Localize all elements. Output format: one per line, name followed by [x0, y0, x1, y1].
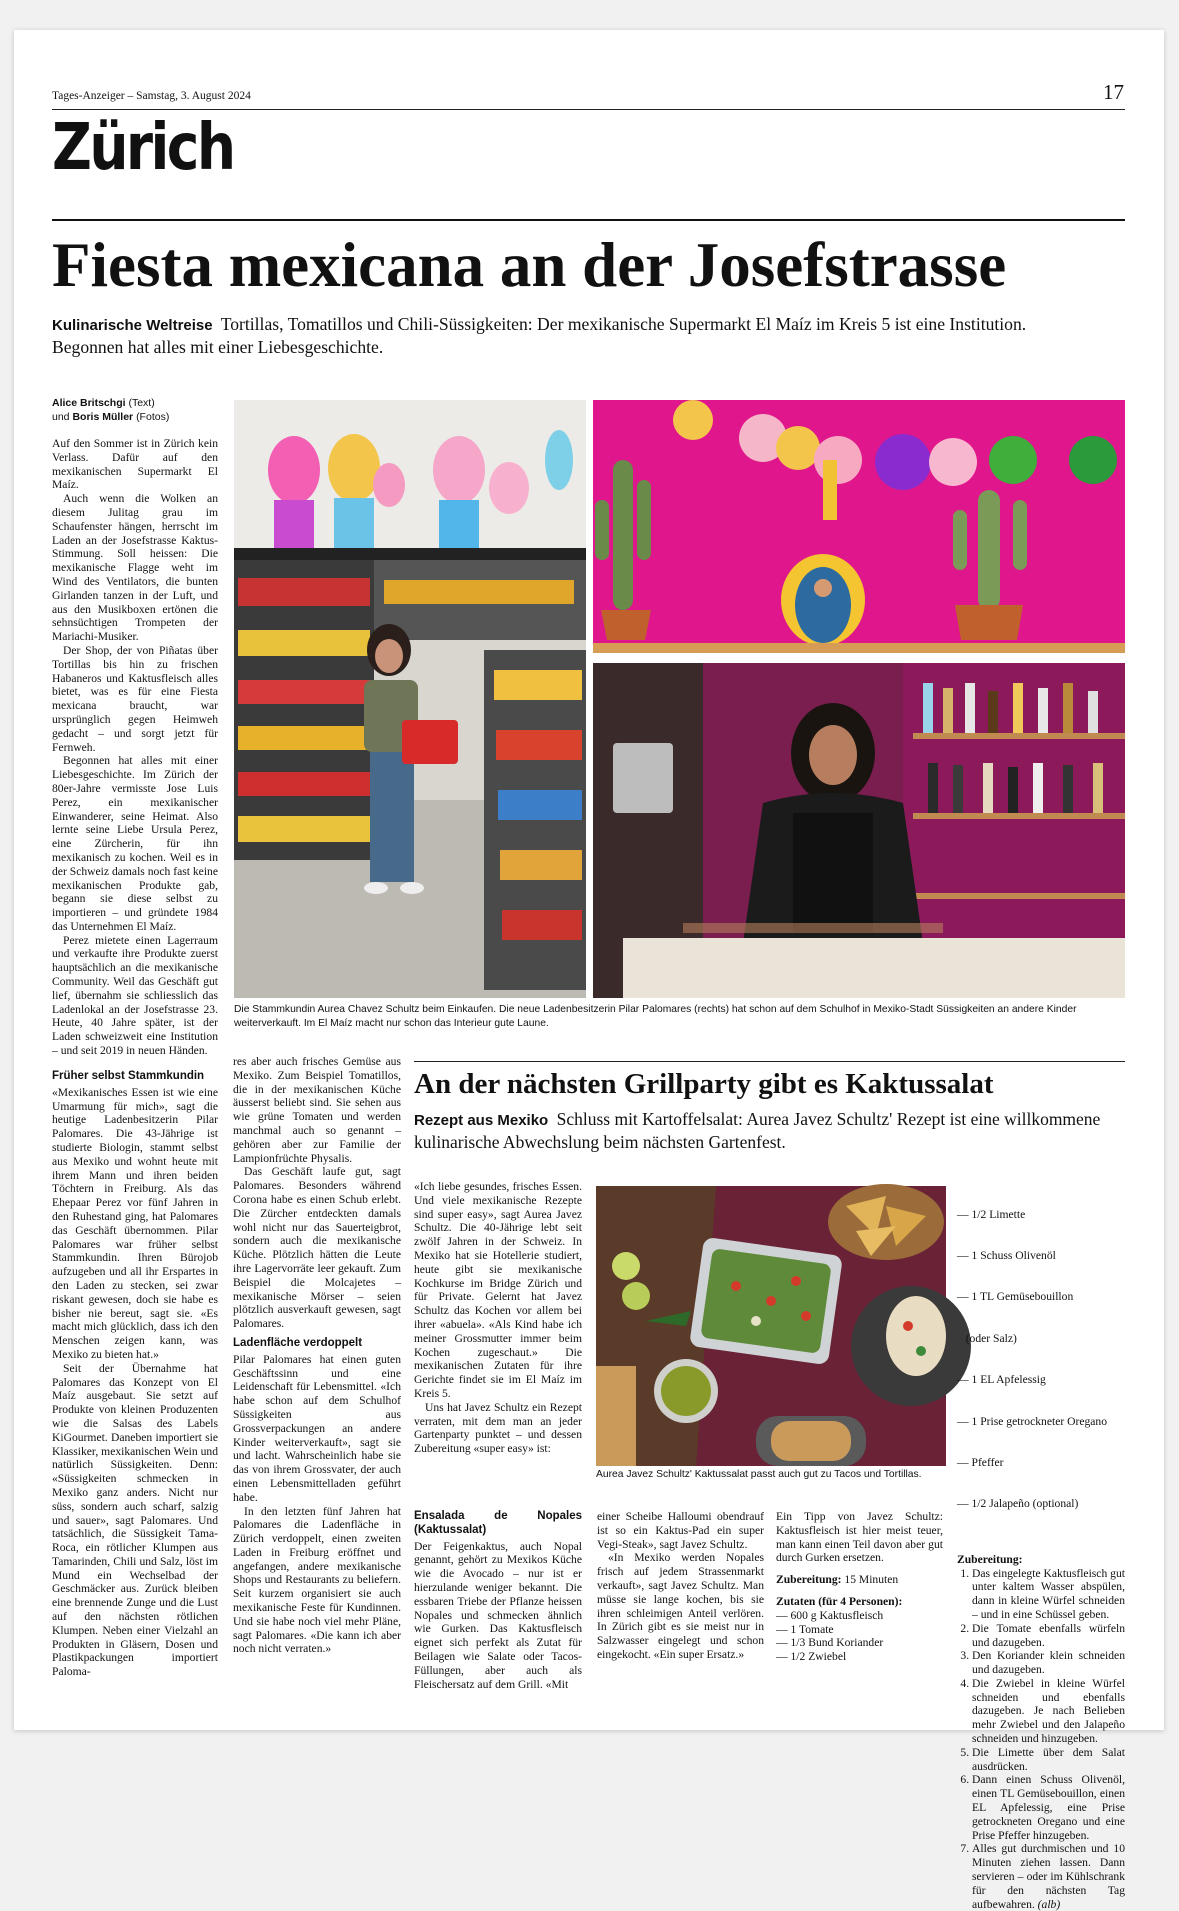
paragraph: Perez mietete einen Lagerraum und verkaufte ihre Produkte zuerst hauptsächlich an die mexikanische Community. Weil das Geschäft gut lief, übernahm sie schliesslich das Ladenlokal an der Josefstrasse 23. Heute, 40 Jahre später, ist der Laden schweizweit eine Institution – und seit 2019 in neuen Händen.: [52, 933, 218, 1058]
byline-role-1: (Text): [128, 397, 155, 409]
list-item: — 1 TL Gemüsebouillon: [957, 1290, 1074, 1304]
list-item: 5. Die Limette über dem Salat ausdrücken.: [972, 1746, 1125, 1774]
page-number: 17: [1103, 80, 1124, 104]
paragraph: «In Mexiko werden Nopales frisch auf jedem Strassenmarkt verkauft», sagt Javez Schultz. Man müsse sie lange kochen, bis sie ihren schleimigen Anteil verlören. In Zürich gibt es sie meist nur in Salzwasser eingelegt und schon eingekocht. «Ein super Ersatz.»: [597, 1551, 764, 1661]
list-item: (oder Salz): [957, 1331, 1017, 1345]
recipe-kicker: Rezept aus Mexiko: [414, 1112, 549, 1129]
recipe-column-1-lower: [414, 1510, 582, 1715]
list-item: — 1 Tomate: [776, 1622, 834, 1636]
prep-time-label: Zubereitung:: [776, 1573, 842, 1587]
list-item: — 1/2 Limette: [957, 1207, 1026, 1221]
section-title: Zürich: [52, 111, 234, 185]
list-item: 1. Das eingelegte Kaktusfleisch gut unter kaltem Wasser abspülen, dann in kleine Würfel schneiden – und in eine Schüssel geben.: [972, 1567, 1125, 1622]
step-text: Alles gut durchmischen und 10 Minuten ziehen lassen. Dann servieren – oder im Kühlschrank für den nächsten Tag aufbewahren.: [972, 1842, 1125, 1911]
virgin-mary-figure: [781, 554, 865, 646]
recipe-lead: [414, 1108, 1124, 1153]
paragraph: In den letzten fünf Jahren hat Palomares die Ladenfläche in Zürich verdoppelt, einen zweiten Laden in Freiburg eröffnet und angefangen, andere mexikanische Shops und Restaurants zu beliefern. Seit kurzem organisiert sie auch mexikanische Feste für Kundinnen. Und sie habe noch viel mehr Pläne, sagt Palomares. «Die kann ich aber noch nicht verraten.»: [233, 1504, 401, 1656]
photo-shopper-aisle: [234, 400, 586, 998]
list-item: — 1/3 Bund Koriander: [776, 1636, 884, 1650]
prep-time-value: 15 Minuten: [844, 1573, 899, 1587]
main-lead: [52, 313, 1052, 358]
cactus-right: [953, 490, 1027, 640]
lead-text: Tortillas, Tomatillos und Chili-Süssigkeiten: Der mexikanische Supermarkt El Maíz im Kreis 5 ist eine Institution. Begonnen hat alles mit einer Liebesgeschichte.: [52, 314, 1027, 357]
list-item: 3. Den Koriander klein schneiden und dazugeben.: [972, 1649, 1125, 1677]
list-item: — 1/2 Zwiebel: [776, 1650, 847, 1664]
recipe-column-1: [414, 1180, 582, 1456]
paragraph: Uns hat Javez Schultz ein Rezept verraten, mit dem man an jeder Gartenparty punktet – und dessen Zubereitung «super easy» ist:: [414, 1400, 582, 1456]
paragraph: res aber auch frisches Gemüse aus Mexiko. Zum Beispiel Tomatillos, die in der mexikanischen Küche äusserst beliebt sind. Sie sehen aus wie grüne Tomaten und werden manchmal auch so genannt – gehören aber zur Familie der Lampionfrüchte Physalis.: [233, 1055, 401, 1165]
ingredients-label: Zutaten (für 4 Personen):: [776, 1594, 903, 1608]
byline-author-1: Alice Britschgi: [52, 397, 126, 409]
subhead-ladenflaeche: Ladenfläche verdoppelt: [233, 1336, 363, 1349]
paragraph: Auch wenn die Wolken an diesem Julitag grau im Schaufenster hängen, herrscht im Laden an der Josefstrasse Kaktus-Stimmung. Soll heissen: Die mexikanische Flagge weht im Wind des Ventilators, die bunten Girlanden tanzen in der Luft, und aus den Musikboxen ertönen die sehnsüchtigen Trompeten der Mariachi-Musiker.: [52, 492, 218, 644]
lead-kicker: Kulinarische Weltreise: [52, 317, 213, 334]
recipe-title: Ensalada de Nopales (Kaktussalat): [414, 1510, 582, 1536]
salad-dish: [689, 1237, 843, 1365]
byline-author-2: Boris Müller: [72, 411, 134, 424]
ingredient-list-a: [776, 1609, 943, 1664]
subhead-stammkundin: Früher selbst Stammkundin: [52, 1070, 205, 1082]
main-headline: Fiesta mexicana an der Josefstrasse: [52, 230, 1007, 300]
author-signature: (alb): [1037, 1897, 1061, 1911]
list-item: 2. Die Tomate ebenfalls würfeln und dazugeben.: [972, 1622, 1125, 1650]
paragraph: «Ich liebe gesundes, frisches Essen. Und viele mexikanische Rezepte sind super easy», sagt Aurea Javez Schultz. Die 40-Jährige lebt seit zwölf Jahren in der Schweiz. In Mexiko hat sie Hotellerie studiert, heute gibt sie mexikanische Kochkurse im Bridge Zürich und für Private. Gelernt hat Javez Schultz das Kochen vor allem bei ihrer «abuela». «Als Kind habe ich meiner Grossmutter immer beim Kochen zugeschaut.» Die mexikanischen Zutaten für ihre Gerichte findet sie im El Maíz im Kreis 5.: [414, 1180, 582, 1400]
tortilla-chips: [828, 1184, 944, 1260]
photo-owner-counter: [593, 663, 1125, 998]
recipe-column-4: [957, 1180, 1125, 1911]
tacos-plate: [851, 1286, 971, 1406]
list-item: — 1/2 Jalapeño (optional): [957, 1497, 1079, 1511]
list-item: [972, 1842, 1125, 1911]
list-item: — 600 g Kaktusfleisch: [776, 1608, 884, 1622]
photo-caption-salad: Aurea Javez Schultz' Kaktussalat passt auch gut zu Tacos und Tortillas.: [596, 1469, 922, 1480]
photo-caption-main: Die Stammkundin Aurea Chavez Schultz beim Einkaufen. Die neue Ladenbesitzerin Pilar Palomares (rechts) hat schon auf dem Schulhof in Mexiko-Stadt Süssigkeiten an andere Kinder weiterverkauft. Im El Maíz macht nur schon das Interieur gute Laune.: [234, 1004, 1077, 1029]
top-rule: [52, 109, 1125, 110]
paragraph: Der Feigenkaktus, auch Nopal genannt, gehört zu Mexikos Küche wie die Avocado – nur ist er hierzulande weniger bekannt. Die essbaren Triebe der Pflanze heissen Nopales und schmecken ähnlich wie Gurken. Das Kaktusfleisch eignet sich perfekt als Zutat für Beilagen wie Salate oder Tacos-Füllungen, aber auch als Fleischersatz auf dem Grill. «Mit: [414, 1539, 582, 1691]
list-item: — Pfeffer: [957, 1455, 1004, 1469]
paragraph: Ein Tipp von Javez Schultz: Kaktusfleisch ist hier meist teuer, man kann einen Teil davon aber gut durch Gurken ersetzen.: [776, 1510, 943, 1565]
paragraph: Das Geschäft laufe gut, sagt Palomares. Besonders während Corona habe es einen Schub erlebt. Die Zürcher entdeckten damals wohl nicht nur das Sauerteigbrot, sondern auch die mexikanische Küche. Plötzlich hätten die Leute ihre Lagervorräte leer gekauft. Zum Beispiel die Molcajetes – mexikanische Mörser – seien plötzlich ausverkauft gewesen, sagt Palomares.: [233, 1165, 401, 1331]
recipe-rule: [414, 1061, 1125, 1062]
recipe-lead-text: Schluss mit Kartoffelsalat: Aurea Javez Schultz' Rezept ist eine willkommene kulinarische Abwechslung beim nächsten Gartenfest.: [414, 1109, 1101, 1152]
paragraph: «Mexikanisches Essen ist wie eine Umarmung für mich», sagt die heutige Ladenbesitzerin Pilar Palomares. Die 43-Jährige ist studierte Biologin, stammt selbst aus Mexiko und wohnt heute mit ihrem Mann und ihren beiden Töchtern in Freiburg. Als das Ehepaar Perez vor fünf Jahren in den Ruhestand ging, hat Palomares das Geschäft übernommen. Pilar Palomares war früher selbst Stammkundin. Ihren Bürojob aufzugeben und all ihr Erspartes in den Laden zu stecken, sei zwar riskant gewesen, doch sie habe es bisher nie bereut, sagt sie. «Es macht mich glücklich, dass ich den Menschen zeigen kann, was Mexiko zu bieten hat.»: [52, 1085, 218, 1361]
list-item: 6. Dann einen Schuss Olivenöl, einen TL Gemüsebouillon, einen EL Apfelessig, eine Prise getrockneten Oregano und eine Prise Pfeffer hinzugeben.: [972, 1773, 1125, 1842]
byline-role-2: (Fotos): [136, 411, 170, 424]
preparation-steps: [957, 1567, 1125, 1911]
photo-cactus-salad: [596, 1186, 946, 1466]
list-item: — 1 Prise getrockneter Oregano: [957, 1414, 1108, 1428]
paragraph: einer Scheibe Halloumi obendrauf ist so ein Kaktus-Pad ein super Vegi-Steak», sagt Javez Schultz.: [597, 1510, 764, 1551]
photo-cactus-wall: [593, 400, 1125, 653]
recipe-headline: An der nächsten Grillparty gibt es Kaktussalat: [414, 1068, 994, 1100]
article-column-1: [52, 437, 218, 1057]
article-column-1-lower: [52, 1064, 218, 1714]
byline-connector: und: [52, 411, 70, 424]
paragraph: Auf den Sommer ist in Zürich kein Verlass. Dafür auf den mexikanischen Supermarkt El Maíz.: [52, 437, 218, 492]
byline: [52, 396, 169, 424]
article-column-2: [233, 1055, 401, 1715]
section-rule: [52, 219, 1125, 221]
paragraph: Der Shop, der von Piñatas über Tortillas bis hin zu frischen Habaneros und Kaktusfleisch alles bietet, was es für eine Fiesta mexicana braucht, war ursprünglich gegen Heimweh gedacht – und sorgt jetzt für Fernweh.: [52, 643, 218, 754]
list-item: — 1 Schuss Olivenöl: [957, 1248, 1056, 1262]
paragraph: Seit der Übernahme hat Palomares das Konzept von El Maíz ausgebaut. Sie setzt auf Produkte von kleinen Produzenten wie die Salsas des Labels KiGourmet. Daneben importiert sie Klassiker, mexikanischen Wein und natürlich Süssigkeiten. Denn: «Süssigkeiten schmecken in Mexiko ganz anders. Nicht nur süss, sondern auch scharf, salzig und sauer», sagt Palomares. Und tatsächlich, die Süssigkeit Tama-Roca, ein rötlicher Klumpen aus Tamarinden, Chili und Salz, löst im Mund ein Wechselbad der Geschmäcker aus. Zurück bleiben eine brennende Zunge und die Lust auf den nächsten rötlichen Klumpen. Neben einer Vielzahl an Produkten in Gläsern, Dosen und Plastikpackungen importiert Paloma-: [52, 1361, 218, 1679]
recipe-column-3: [776, 1510, 943, 1715]
masthead: Tages-Anzeiger – Samstag, 3. August 2024: [52, 90, 251, 102]
salsa-bowl: [654, 1359, 718, 1423]
ingredient-list-b: [957, 1180, 1125, 1539]
steps-label: Zubereitung:: [957, 1552, 1023, 1566]
list-item: 4. Die Zwiebel in kleine Würfel schneiden und ebenfalls dazugeben. Je nach Belieben mehr Zwiebel und den Jalapeño schneiden und hinzugeben.: [972, 1677, 1125, 1746]
recipe-column-2: [597, 1510, 764, 1715]
paragraph: Pilar Palomares hat einen guten Geschäftssinn und eine Leidenschaft für Lebensmittel. «Ich habe schon auf dem Schulhof Süssigkeiten aus Grossverpackungen an andere Kinder weiterverkauft», sagt sie und lacht. Wahrscheinlich habe sie das von ihrem Grossvater, der auch einen Lebensmittelladen geführt habe.: [233, 1352, 401, 1504]
paragraph: Begonnen hat alles mit einer Liebesgeschichte. Im Zürich der 80er-Jahre vermisste Jose Luis Perez, ein mexikanischer Einwanderer, seine Heimat. Also lernte seine Liebe Ursula Perez, eine Zürcherin, für ihn mexikanisch zu kochen. Weil es in der Schweiz damals noch fast keine mexikanischen Produkte gab, begann sie diese selbst zu importieren – und gründete 1984 das Unternehmen El Maíz.: [52, 754, 218, 933]
list-item: — 1 EL Apfelessig: [957, 1373, 1046, 1387]
